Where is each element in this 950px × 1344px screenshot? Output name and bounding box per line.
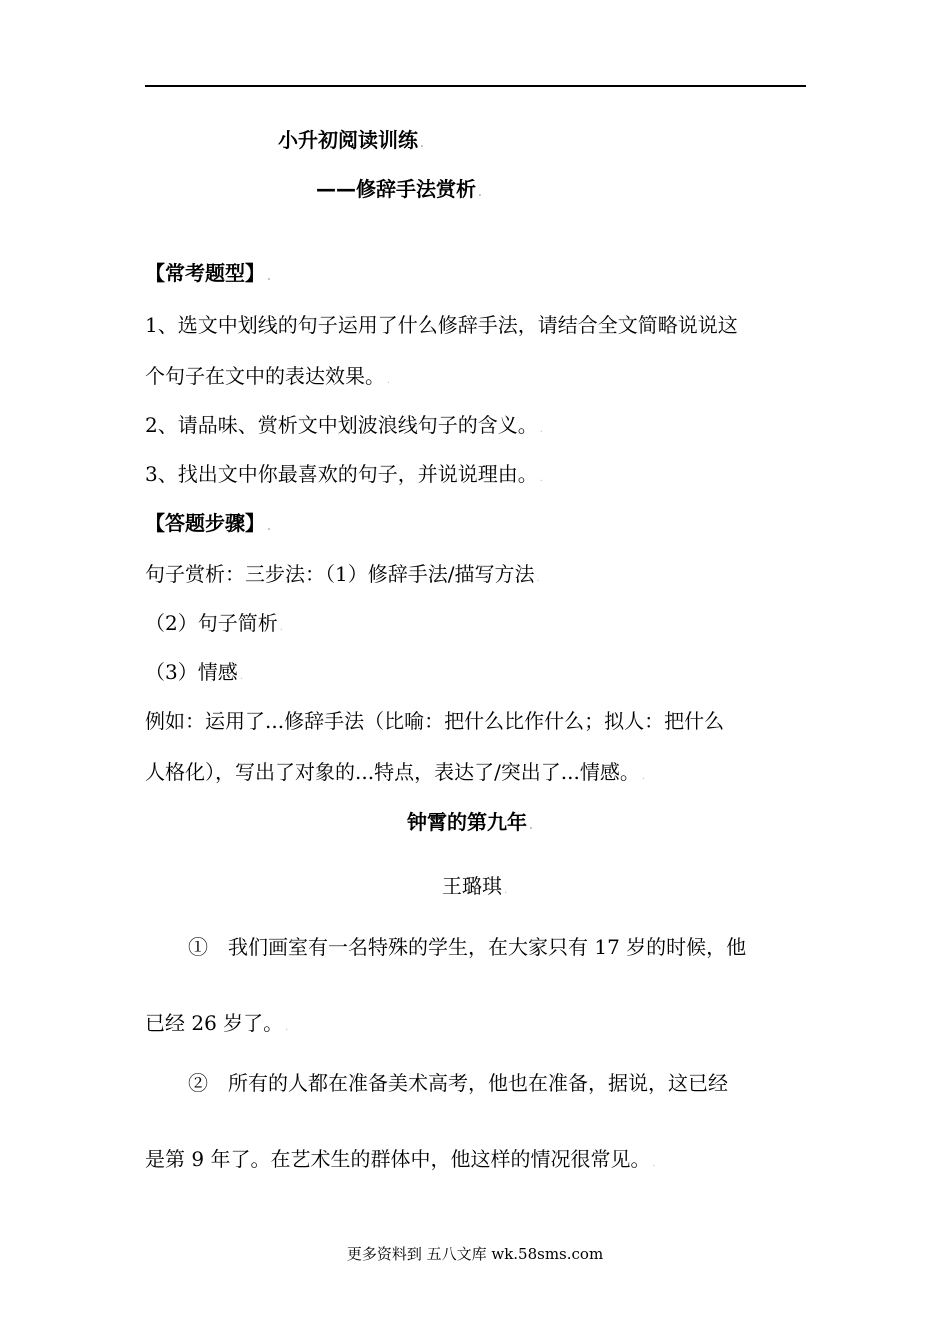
question-3: 3、找出文中你最喜欢的句子，并说说理由。 . [145, 462, 543, 486]
doc-title: 小升初阅读训练 . [278, 128, 424, 152]
step-method-line: 句子赏析：三步法：（1）修辞手法/描写方法 . [145, 562, 540, 586]
header-rule [145, 85, 806, 87]
step-3: （3）情感 . [145, 660, 243, 684]
question-1-line-2: 个句子在文中的表达效果。 . [145, 364, 391, 388]
footer-source: 更多资料到 五八文库 wk.58sms.com [346, 1245, 604, 1263]
paragraph-1-line-2: 已经 26 岁了。 . [145, 1011, 289, 1035]
paragraph-2-line-2: 是第 9 年了。在艺术生的群体中，他这样的情况很常见。 . [145, 1147, 656, 1171]
question-2: 2、请品味、赏析文中划波浪线句子的含义。 . [145, 413, 543, 437]
paragraph-2-line-1: ② 所有的人都在准备美术高考，他也在准备，据说，这已经 [188, 1071, 728, 1095]
section-heading-answer-steps: 【答题步骤】 . [145, 511, 271, 535]
question-1-line-1: 1、选文中划线的句子运用了什么修辞手法，请结合全文简略说说这 [145, 313, 738, 337]
example-line-2: 人格化），写出了对象的...特点，表达了/突出了...情感。 . [145, 760, 646, 784]
example-line-1: 例如：运用了...修辞手法（比喻：把什么比作什么；拟人：把什么 [145, 709, 725, 733]
paragraph-1-line-1: ① 我们画室有一名特殊的学生，在大家只有 17 岁的时候，他 [188, 935, 747, 959]
doc-subtitle: ——修辞手法赏析 . [316, 177, 482, 201]
section-heading-question-types: 【常考题型】 . [145, 261, 271, 285]
step-2: （2）句子简析 . [145, 611, 283, 635]
article-author: 王璐琪 . [442, 874, 508, 898]
article-title: 钟霄的第九年 . [407, 810, 533, 834]
